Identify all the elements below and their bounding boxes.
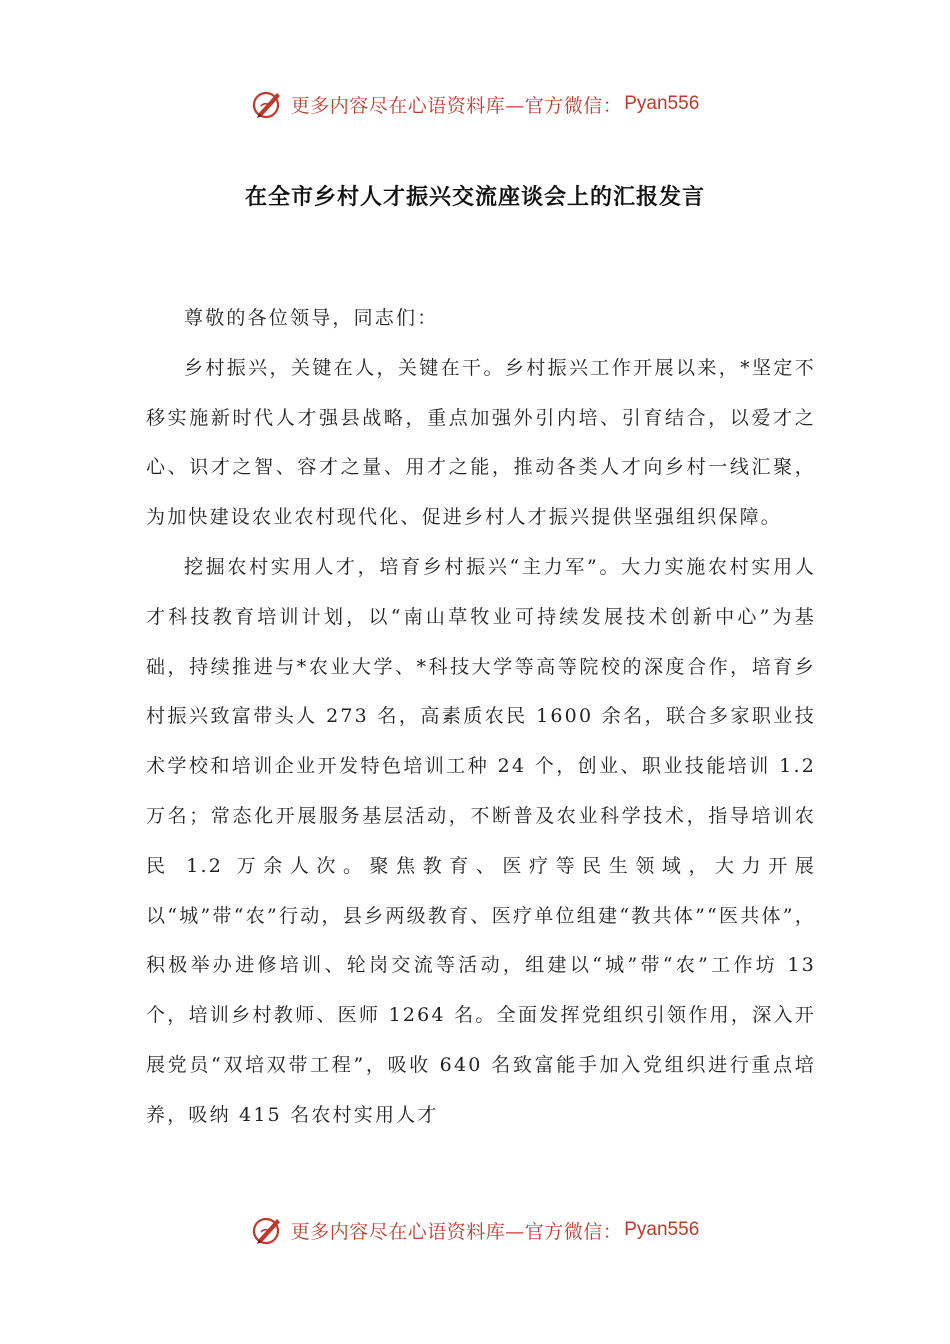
pen-logo-icon — [251, 1213, 285, 1247]
document-body — [146, 294, 816, 1141]
watermark-banner-bottom — [0, 1210, 950, 1250]
watermark-banner-top — [0, 84, 950, 124]
document-title: 在全市乡村人才振兴交流座谈会上的汇报发言 — [244, 185, 705, 210]
wechat-id: Pyan556 — [624, 1219, 700, 1240]
watermark-text: 更多内容尽在心语资料库—官方微信： — [290, 94, 623, 117]
salutation: 尊敬的各位领导，同志们： — [184, 307, 439, 329]
paragraph-1: 乡村振兴，关键在人，关键在干。乡村振兴工作开展以来，*坚定不移实施新时代人才强县战略，重点加强外引内培、引育结合，以爱才之心、识才之智、容才之量、用才之能，推动各类人才向乡村一线汇聚，为加快建设农业农村现代化、促进乡村人才振兴提供坚强组织保障。 — [146, 356, 816, 529]
watermark-text: 更多内容尽在心语资料库—官方微信： — [290, 1220, 623, 1243]
pen-logo-icon — [251, 87, 285, 121]
wechat-id: Pyan556 — [624, 93, 700, 114]
paragraph-2: 挖掘农村实用人才，培育乡村振兴“主力军”。大力实施农村实用人才科技教育培训计划，以“南山草牧业可持续发展技术创新中心”为基础，持续推进与*农业大学、*科技大学等高等院校的深度合作，培育乡村振兴致富带头人 273 名，高素质农民 1600 余名，联合多家职业技术学校和培训企业开发特色培训工种 24 个，创业、职业技能培训 1.2 万名；常态化开展服务基层活动，不断普及农业科学技术，指导培训农民 1.2 万余人次。聚焦教育、医疗等民生领域，大力开展以“城”带“农”行动，县乡两级教育、医疗单位组建“教共体”“医共体”，积极举办进修培训、轮岗交流等活动，组建以“城”带“农”工作坊 13 个，培训乡村教师、医师 1264 名。全面发挥党组织引领作用，深入开展党员“双培双带工程”，吸收 640 名致富能手加入党组织进行重点培养，吸纳 415 名农村实用人才 — [146, 555, 816, 1126]
